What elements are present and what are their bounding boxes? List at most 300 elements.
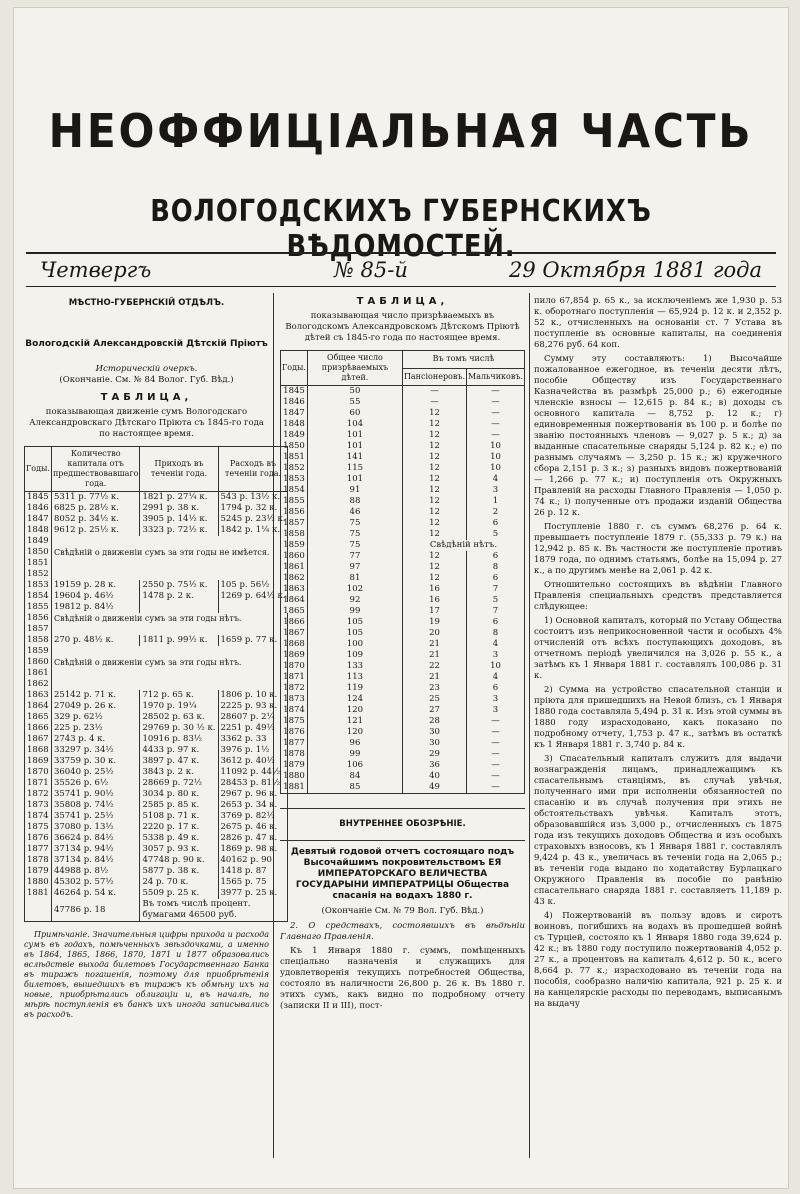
count-cell: 2 <box>467 507 525 518</box>
amount-cell: 19812 р. 84½ <box>51 602 140 613</box>
amount-cell: 2585 р. 85 к. <box>140 800 218 811</box>
table-row <box>281 705 525 716</box>
paragraph: Поступленіе 1880 г. съ суммъ 68,276 р. 64 к. превышаетъ поступленіе 1879 г. (55,333 р. 79 к.) на 12,942 р. 85 к. Въ частности же поступленіе противъ 1879 года, по однимъ статьямъ, болѣе на 15,094 р. 27 к., а по другимъ менѣе на 2,061 р. 42 к. <box>534 522 782 576</box>
year-cell: 1869 <box>25 756 52 767</box>
year-cell: 1881 <box>25 888 52 899</box>
table-row <box>25 591 288 602</box>
column-header: Приходъ въ теченіи года. <box>140 447 218 492</box>
amount-cell: 1659 р. 77 к. <box>218 635 288 646</box>
table-row <box>281 683 525 694</box>
year-cell: 1866 <box>25 723 52 734</box>
count-cell: 10 <box>467 661 525 672</box>
paragraph: Сумму эту составляютъ: 1) Высочайше пожалованное ежегодное, въ теченіи десяти лѣтъ, пособіе Обществу изъ Государственнаго Казначейства въ размѣрѣ 25,000 р.; 6) ежегодные членскіе взносы — 12,615 р. 84 к.; в) доходы съ основного капитала — 8,752 р. 12 к.; г) единовременныя пожертвованія въ 100 р. и болѣе по званію постоянныхъ членовъ — 9,027 р. 5 к.; д) за выданные спасательные снаряды 5,124 р. 82 к.; е) по разнымъ случаямъ — 3,250 р. 15 к.; ж) кружечного сбора 2,151 р. 3 к.; з) разныхъ видовъ пожертвованій — 1,266 р. 77 к.; и) поступленія отъ Окружныхъ Правленій на расходы Главного Правленія — 1,050 р. 74 к.; і) полученные отъ продажи изданій Общества 26 р. 12 к. <box>534 354 782 518</box>
amount-cell: 2550 р. 75½ к. <box>140 580 218 591</box>
issue-date: 29 Октября 1881 года <box>508 258 762 282</box>
amount-cell: 5245 р. 23½ к. <box>218 514 288 525</box>
count-cell: 4 <box>467 474 525 485</box>
amount-cell: 37080 р. 13½ <box>51 822 140 833</box>
table-row <box>25 822 288 833</box>
table-row <box>281 551 525 562</box>
amount-cell: 3843 р. 2 к. <box>140 767 218 778</box>
count-cell: 85 <box>307 782 402 794</box>
amount-cell: 2251 р. 49½ <box>218 723 288 734</box>
amount-cell: 3977 р. 25 к. <box>218 888 288 899</box>
count-cell: 12 <box>402 419 466 430</box>
table-note: Примѣчаніе. Значительныя цифры прихода и расхода сумъ въ годахъ, помѣченныхъ звѣздочками, а именно въ 1864, 1865, 1866, 1870, 1871 и 1877 образовались вслѣдствіе выхода билетовъ Государственнаго Банка въ тиражъ погашенія, поэтому для приобрѣтенія билетовъ, вышедшихъ въ тиражъ къ обмѣну ихъ на новые, приобрѣтались облигаціи и, въ началѣ, по мѣрѣ поступленія въ банкъ ихъ иногда записывались въ расходъ. <box>24 930 269 1019</box>
count-cell: 23 <box>402 683 466 694</box>
count-cell: — <box>467 716 525 727</box>
newspaper-page <box>14 8 788 1188</box>
amount-cell: 329 р. 62½ <box>51 712 140 723</box>
year-cell: 1854 <box>281 485 308 496</box>
count-cell: 75 <box>307 540 402 551</box>
amount-cell: 5311 р. 77½ к. <box>51 492 140 504</box>
count-cell: 46 <box>307 507 402 518</box>
count-cell: 30 <box>402 727 466 738</box>
table-row <box>25 547 288 558</box>
count-cell: 99 <box>307 749 402 760</box>
count-cell: 106 <box>307 760 402 771</box>
count-cell: 12 <box>402 474 466 485</box>
count-cell: 12 <box>402 463 466 474</box>
year-cell: 1873 <box>25 800 52 811</box>
masthead-subtitle: ВОЛОГОДСКИХЪ ГУБЕРНСКИХЪ ВѢДОМОСТЕЙ. <box>150 194 652 264</box>
year-cell: 1863 <box>281 584 308 595</box>
amount-cell: 1418 р. 87 <box>218 866 288 877</box>
column-header: Общее число призрѣваемыхъ дѣтей. <box>307 351 402 386</box>
year-cell: 1879 <box>25 866 52 877</box>
table-row <box>25 723 288 734</box>
count-cell: 4 <box>467 672 525 683</box>
count-cell: 97 <box>307 562 402 573</box>
article-subheading: Историческій очеркъ. <box>95 364 198 374</box>
year-cell: 1878 <box>25 855 52 866</box>
note-cell <box>51 624 288 635</box>
table-row <box>25 514 288 525</box>
year-cell: 1864 <box>281 595 308 606</box>
count-cell: 105 <box>307 617 402 628</box>
year-cell: 1866 <box>281 617 308 628</box>
count-cell: 17 <box>402 606 466 617</box>
table-row <box>25 492 288 504</box>
table-row <box>281 595 525 606</box>
count-cell: 4 <box>467 639 525 650</box>
amount-cell: 1565 р. 75 <box>218 877 288 888</box>
paragraph: пило 67,854 р. 65 к., за исключеніемъ же 1,930 р. 53 к. оборотнаго поступленія — 65,924 р. 12 к. и 2,352 р. 52 к., отчисленныхъ на основаніи ст. 7 Устава въ поступленіе въ основные капиталы, на соединенія 68,276 руб. 64 коп. <box>534 296 782 350</box>
amount-cell: 47748 р. 90 к. <box>140 855 218 866</box>
note-cell: Свѣдѣній о движеніи сумъ за эти годы нѣтъ. <box>51 657 288 668</box>
amount-cell: 2967 р. 96 к. <box>218 789 288 800</box>
year-cell: 1878 <box>281 749 308 760</box>
table-row <box>281 672 525 683</box>
table-row <box>281 518 525 529</box>
amount-cell: 5877 р. 38 к. <box>140 866 218 877</box>
amount-cell: 35808 р. 74½ <box>51 800 140 811</box>
amount-cell: 1811 р. 99½ к. <box>140 635 218 646</box>
table-row <box>25 635 288 646</box>
table-row <box>25 569 288 580</box>
table-row <box>281 584 525 595</box>
year-cell: 1861 <box>25 668 52 679</box>
amount-cell: 2743 р. 4 к. <box>51 734 140 745</box>
count-cell: 113 <box>307 672 402 683</box>
count-cell: 5 <box>467 529 525 540</box>
count-cell: 27 <box>402 705 466 716</box>
amount-cell: 3323 р. 72½ к. <box>140 525 218 536</box>
count-cell: 6 <box>467 518 525 529</box>
table-row <box>281 573 525 584</box>
year-cell: 1870 <box>281 661 308 672</box>
section-heading: МѢСТНО-ГУБЕРНСКІЙ ОТДѢЛЪ. <box>68 298 225 308</box>
table-row <box>25 833 288 844</box>
table-row <box>25 778 288 789</box>
count-cell: Свѣдѣній нѣтъ. <box>402 540 524 551</box>
count-cell: 12 <box>402 507 466 518</box>
year-cell: 1867 <box>25 734 52 745</box>
count-cell: 16 <box>402 584 466 595</box>
paragraph: 4) Пожертвованій въ пользу вдовъ и сиротъ воиновъ, погибшихъ на водахъ въ прошедшей войнѣ съ Турціей, состояло къ 1 Января 1880 года 39,624 р. 42 к.; въ 1880 году поступило пожертвованій 4,052 р. 27 к., а процентовъ на капиталъ 4,612 р. 50 к., всего 8,664 р. 77 к.; израсходовано въ теченіи года на пособія, сообразно наличію капитала, 921 р. 25 к. и на канцелярскіе расходы по переводамъ, выписанымъ на выдачу <box>534 911 782 1009</box>
amount-cell: 35741 р. 25½ <box>51 811 140 822</box>
amount-cell: 6825 р. 28½ к. <box>51 503 140 514</box>
count-cell: 16 <box>402 595 466 606</box>
column-header: Мальчиковъ. <box>467 368 525 386</box>
table-row <box>25 657 288 668</box>
year-cell: 1851 <box>281 452 308 463</box>
year-cell: 1855 <box>25 602 52 613</box>
count-cell: 84 <box>307 771 402 782</box>
table-row <box>281 716 525 727</box>
amount-cell: 45302 р. 57½ <box>51 877 140 888</box>
amount-cell: 44988 р. 8½ <box>51 866 140 877</box>
amount-cell: 33297 р. 34½ <box>51 745 140 756</box>
count-cell: 105 <box>307 628 402 639</box>
year-cell: 1846 <box>25 503 52 514</box>
year-cell: 1864 <box>25 701 52 712</box>
amount-cell: 24 р. 70 к. <box>140 877 218 888</box>
table-row <box>25 503 288 514</box>
divider <box>280 808 525 809</box>
count-cell: 6 <box>467 573 525 584</box>
table-row <box>25 701 288 712</box>
count-cell: — <box>467 397 525 408</box>
note-cell: Свѣдѣній о движеніи сумъ за эти годы нѣтъ. <box>51 613 288 624</box>
issue-number: № 85-й <box>334 258 408 282</box>
dateline <box>34 258 768 284</box>
count-cell: — <box>467 760 525 771</box>
amount-cell: 270 р. 48½ к. <box>51 635 140 646</box>
amount-cell: 2991 р. 38 к. <box>140 503 218 514</box>
year-cell: 1850 <box>281 441 308 452</box>
year-cell: 1861 <box>281 562 308 573</box>
amount-cell: 33759 р. 30 к. <box>51 756 140 767</box>
table-row <box>281 386 525 398</box>
amount-cell: 1842 р. 1¼ к. <box>218 525 288 536</box>
table-title: ТАБЛИЦА, <box>356 296 449 307</box>
count-cell: 100 <box>307 639 402 650</box>
table-row <box>25 877 288 888</box>
count-cell: 60 <box>307 408 402 419</box>
year-cell: 1872 <box>25 789 52 800</box>
count-cell: 5 <box>467 595 525 606</box>
count-cell: 101 <box>307 430 402 441</box>
table-row <box>281 617 525 628</box>
count-cell: 101 <box>307 474 402 485</box>
table-row <box>25 679 288 690</box>
amount-cell: 8052 р. 34½ к. <box>51 514 140 525</box>
count-cell: 8 <box>467 562 525 573</box>
column-header: Годы. <box>281 351 308 386</box>
table-row <box>281 474 525 485</box>
year-cell: 1858 <box>281 529 308 540</box>
column-3 <box>534 296 782 1013</box>
amount-cell: 37134 р. 84½ <box>51 855 140 866</box>
amount-cell <box>140 602 218 613</box>
amount-cell: 1478 р. 2 к. <box>140 591 218 602</box>
table-caption: показывающая движеніе сумъ Вологодскаго Александровскаго Дѣтскаго Пріюта съ 1845-го года по настоящее время. <box>29 407 264 439</box>
table-row <box>25 624 288 635</box>
table-row <box>281 452 525 463</box>
count-cell: 12 <box>402 452 466 463</box>
table-row <box>25 866 288 877</box>
column-header: Количество капитала отъ предшествовавшаго года. <box>51 447 140 492</box>
masthead-title: НЕОФФИЦІАЛЬНАЯ ЧАСТЬ <box>48 104 754 158</box>
table-row <box>25 525 288 536</box>
amount-cell: 3905 р. 14½ к. <box>140 514 218 525</box>
amount-cell: 1869 р. 98 к. <box>218 844 288 855</box>
table-row <box>25 690 288 701</box>
count-cell: 49 <box>402 782 466 794</box>
funds-table <box>24 446 288 922</box>
year-cell: 1865 <box>281 606 308 617</box>
table-row <box>281 496 525 507</box>
count-cell: 119 <box>307 683 402 694</box>
table-row <box>281 485 525 496</box>
count-cell: — <box>467 782 525 794</box>
table-row <box>25 756 288 767</box>
count-cell: — <box>467 771 525 782</box>
amount-cell: 40162 р. 90 <box>218 855 288 866</box>
amount-cell: 3057 р. 93 к. <box>140 844 218 855</box>
paragraph: Къ 1 Января 1880 г. суммъ, помѣщенныхъ спеціально назначенія и служащихъ для удовлетворенія текущихъ потребностей Общества, состояло въ наличности 26,800 р. 26 к. Въ 1880 г. этихъ сумъ, какъ видно по подробному отчету (записки II и III), пост- <box>280 946 525 1011</box>
amount-cell: 2225 р. 93 к. <box>218 701 288 712</box>
table-row <box>281 771 525 782</box>
count-cell: 104 <box>307 419 402 430</box>
count-cell: — <box>402 386 466 398</box>
count-cell: 77 <box>307 551 402 562</box>
amount-cell: 19159 р. 28 к. <box>51 580 140 591</box>
article-heading: Вологодскій Александровскій Дѣтскій Пріютъ <box>25 339 268 349</box>
count-cell: 6 <box>467 683 525 694</box>
year-cell: 1855 <box>281 496 308 507</box>
count-cell: 7 <box>467 606 525 617</box>
count-cell: 10 <box>467 441 525 452</box>
count-cell: 3 <box>467 694 525 705</box>
year-cell: 1862 <box>281 573 308 584</box>
count-cell: 141 <box>307 452 402 463</box>
year-cell: 1875 <box>25 822 52 833</box>
count-cell: 7 <box>467 584 525 595</box>
year-cell: 1859 <box>281 540 308 551</box>
amount-cell: 28453 р. 81½ <box>218 778 288 789</box>
section-heading: ВНУТРЕННЕЕ ОБОЗРѢНІЕ. <box>339 819 466 829</box>
amount-cell: 3612 р. 40½ <box>218 756 288 767</box>
year-cell: 1877 <box>25 844 52 855</box>
table-row <box>25 558 288 569</box>
table-row <box>281 397 525 408</box>
note-cell <box>51 668 288 679</box>
count-cell: 21 <box>402 639 466 650</box>
count-cell: 12 <box>402 496 466 507</box>
amount-cell: 105 р. 56½ <box>218 580 288 591</box>
note-cell <box>51 679 288 690</box>
count-cell: 12 <box>402 441 466 452</box>
amount-cell: 1794 р. 32 к. <box>218 503 288 514</box>
count-cell: 3 <box>467 650 525 661</box>
amount-cell: 3034 р. 80 к. <box>140 789 218 800</box>
table-row <box>25 734 288 745</box>
year-cell: 1874 <box>281 705 308 716</box>
count-cell: 12 <box>402 562 466 573</box>
amount-cell: 2826 р. 47 к. <box>218 833 288 844</box>
count-cell: 12 <box>402 485 466 496</box>
year-cell: 1845 <box>281 386 308 398</box>
table-row <box>25 888 288 899</box>
table-row <box>25 767 288 778</box>
count-cell: 21 <box>402 672 466 683</box>
amount-cell: 28669 р. 72½ <box>140 778 218 789</box>
column-1 <box>24 296 286 1023</box>
year-cell: 1868 <box>281 639 308 650</box>
table-row <box>281 738 525 749</box>
count-cell: 25 <box>402 694 466 705</box>
table-row <box>281 606 525 617</box>
table-row <box>281 628 525 639</box>
count-cell: 120 <box>307 727 402 738</box>
amount-cell: 2220 р. 17 к. <box>140 822 218 833</box>
amount-cell: 3362 р. 33 <box>218 734 288 745</box>
note-cell <box>51 536 288 547</box>
count-cell: 101 <box>307 441 402 452</box>
year-cell: 1874 <box>25 811 52 822</box>
table-row <box>281 694 525 705</box>
table-row <box>25 580 288 591</box>
table-caption: показывающая число призрѣваемыхъ въ Вологодскомъ Александровскомъ Дѣтскомъ Пріютѣ дѣтей съ 1845-го года по настоящее время. <box>285 311 520 343</box>
amount-cell: 25142 р. 71 к. <box>51 690 140 701</box>
year-cell: 1852 <box>281 463 308 474</box>
count-cell: 6 <box>467 617 525 628</box>
count-cell: 30 <box>402 738 466 749</box>
year-cell: 1860 <box>25 657 52 668</box>
count-cell: 8 <box>467 628 525 639</box>
year-cell: 1847 <box>281 408 308 419</box>
report-title: Девятый годовой отчетъ состоящаго подъ Высочайшимъ покровительствомъ ЕЯ ИМПЕРАТОРСКАГО ВЕЛИЧЕСТВА ГОСУДАРЫНИ ИМПЕРАТРИЦЫ Общества спасанія на водахъ 1880 г. <box>290 847 515 901</box>
table-row <box>281 650 525 661</box>
year-cell: 1871 <box>25 778 52 789</box>
amount-cell: 28502 р. 63 к. <box>140 712 218 723</box>
count-cell: 91 <box>307 485 402 496</box>
count-cell: 109 <box>307 650 402 661</box>
table-row <box>281 782 525 794</box>
count-cell: 124 <box>307 694 402 705</box>
amount-cell: 1806 р. 10 к. <box>218 690 288 701</box>
table-row <box>281 529 525 540</box>
amount-cell: 2675 р. 46 к. <box>218 822 288 833</box>
note-cell: Свѣдѣній о движеніи сумъ за эти годы не имѣется. <box>51 547 288 558</box>
table-row <box>281 408 525 419</box>
amount-cell: 28607 р. 2¼ <box>218 712 288 723</box>
amount-cell: 1821 р. 27¼ к. <box>140 492 218 504</box>
column-header: Расходъ въ теченіи года. <box>218 447 288 492</box>
table-row <box>281 419 525 430</box>
paragraph: 2) Сумма на устройство спасательной станціи и пріюта для пришедшихъ на Невой близъ, съ 1 Января 1880 года составляла 5,494 р. 31 к. Изъ этой суммы въ 1880 году израсходовано, какъ показано по подробному отчету, 1,753 р. 47 к., затѣмъ въ остаткѣ къ 1 Января 1881 г. 3,740 р. 84 к. <box>534 685 782 750</box>
year-cell: 1849 <box>281 430 308 441</box>
count-cell: 10 <box>467 452 525 463</box>
table-row <box>281 661 525 672</box>
count-cell: 12 <box>402 408 466 419</box>
year-cell: 1862 <box>25 679 52 690</box>
table-row <box>281 441 525 452</box>
count-cell: 3 <box>467 705 525 716</box>
year-cell: 1849 <box>25 536 52 547</box>
table-title: ТАБЛИЦА, <box>100 392 193 403</box>
year-cell: 1848 <box>25 525 52 536</box>
table-row <box>25 712 288 723</box>
table-row <box>281 540 525 551</box>
count-cell: — <box>467 727 525 738</box>
continuation-note: (Окончаніе. См. № 84 Волог. Губ. Вѣд.) <box>59 375 234 385</box>
year-cell: 1873 <box>281 694 308 705</box>
amount-cell: 3769 р. 82½ <box>218 811 288 822</box>
paragraph: 1) Основной капиталъ, который по Уставу Общества состоитъ изъ неприкосновенной части и особыхъ 4% отчисленій отъ всѣхъ поступающихъ доходовъ, въ отчетномъ періодѣ увеличился на 3,026 р. 55 к., а затѣмъ къ 1 Января 1881 г. составлялъ 100,086 р. 31 к. <box>534 616 782 681</box>
count-cell: 29 <box>402 749 466 760</box>
amount-cell: 5509 р. 25 к. <box>140 888 218 899</box>
count-cell: 10 <box>467 463 525 474</box>
amount-cell: 35526 р. 6½ <box>51 778 140 789</box>
amount-cell: 35741 р. 90½ <box>51 789 140 800</box>
amount-cell: 543 р. 13½ к. <box>218 492 288 504</box>
amount-cell: 1269 р. 64½ к. <box>218 591 288 602</box>
table-row <box>25 800 288 811</box>
note-cell <box>51 569 288 580</box>
amount-cell: 5108 р. 71 к. <box>140 811 218 822</box>
paragraph: Отношительно состоящихъ въ вѣдѣніи Главного Правленія специальныхъ средствъ представляется слѣдующее: <box>534 580 782 612</box>
amount-cell: 37134 р. 94½ <box>51 844 140 855</box>
count-cell: — <box>467 386 525 398</box>
year-cell: 1863 <box>25 690 52 701</box>
column-2 <box>280 296 525 1015</box>
year-cell <box>25 899 52 922</box>
top-rule <box>26 252 776 254</box>
year-cell: 1851 <box>25 558 52 569</box>
count-cell: — <box>467 408 525 419</box>
divider <box>280 840 525 841</box>
amount-cell: 225 р. 23½ <box>51 723 140 734</box>
table-row <box>281 463 525 474</box>
year-cell: 1845 <box>25 492 52 504</box>
table-row <box>25 668 288 679</box>
amount-cell: 4433 р. 97 к. <box>140 745 218 756</box>
count-cell: — <box>467 738 525 749</box>
year-cell: 1877 <box>281 738 308 749</box>
count-cell: 102 <box>307 584 402 595</box>
count-cell: 12 <box>402 430 466 441</box>
year-cell: 1871 <box>281 672 308 683</box>
table-row <box>281 727 525 738</box>
count-cell: 92 <box>307 595 402 606</box>
amount-cell: 1970 р. 19¼ <box>140 701 218 712</box>
year-cell: 1848 <box>281 419 308 430</box>
amount-cell: 3976 р. 1½ <box>218 745 288 756</box>
